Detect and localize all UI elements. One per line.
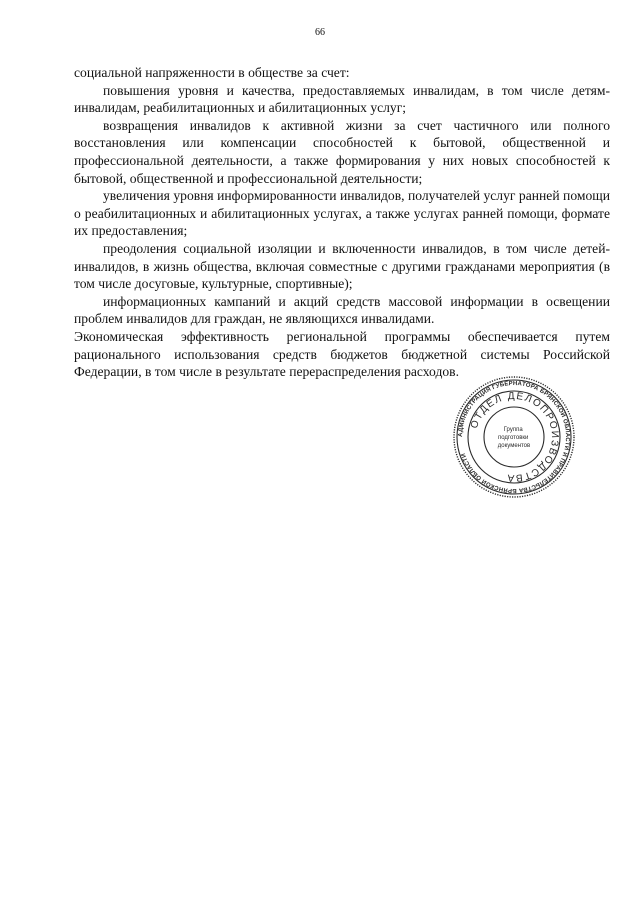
paragraph-conclusion: Экономическая эффективность региональной программы обеспечивается путем рационального использования средств бюджетов бюджетной системы Российской Федерации, в том числе в результате перераспределения расходов. <box>74 328 610 380</box>
seal-center-line: подготовки <box>497 435 529 441</box>
paragraph-intro: социальной напряженности в обществе за счет: <box>74 65 350 80</box>
svg-text:Группа подготовки <box>498 427 530 449</box>
paragraph-item: преодоления социальной изоляции и включенности инвалидов, в том числе детей-инвалидов, в жизнь общества, включая совместные с другими гражданами мероприятия (в том числе досуговые, культурные, спортивные); <box>74 240 610 292</box>
page-number: 66 <box>315 27 325 38</box>
paragraph-item: повышения уровня и качества, предоставляемых инвалидам, в том числе детям-инвалидам, реабилитационных и абилитационных услуг; <box>74 82 610 116</box>
paragraph-item: возвращения инвалидов к активной жизни за счет частичного или полного восстановления или компенсации способностей к бытовой, общественной и профессиональной деятельности, а также формирования у них новых способностей к бытовой, общественной и профессиональной деятельности; <box>74 117 610 186</box>
document-body <box>74 64 610 381</box>
seal-outer-text: АДМИНИСТРАЦИЯ ГУБЕРНАТОРА БРЯНСКОЙ ОБЛАСТИ И ПРАВИТЕЛЬСТВА БРЯНСКОЙ ОБЛАСТИ <box>457 380 571 494</box>
seal-icon <box>452 375 576 499</box>
official-seal-stamp <box>452 375 576 499</box>
paragraph-item: информационных кампаний и акций средств массовой информации в освещении проблем инвалидов для граждан, не являющихся инвалидами. <box>74 293 610 327</box>
seal-center-line: Группа <box>503 427 523 433</box>
seal-center-line: документов <box>497 443 531 449</box>
seal-inner-text: ОТДЕЛ ДЕЛОПРОИЗВОДСТВА <box>469 390 561 484</box>
paragraph-item: увеличения уровня информированности инвалидов, получателей услуг ранней помощи о реабилитационных и абилитационных услугах, а также услугах ранней помощи, формате их предоставления; <box>74 188 610 239</box>
